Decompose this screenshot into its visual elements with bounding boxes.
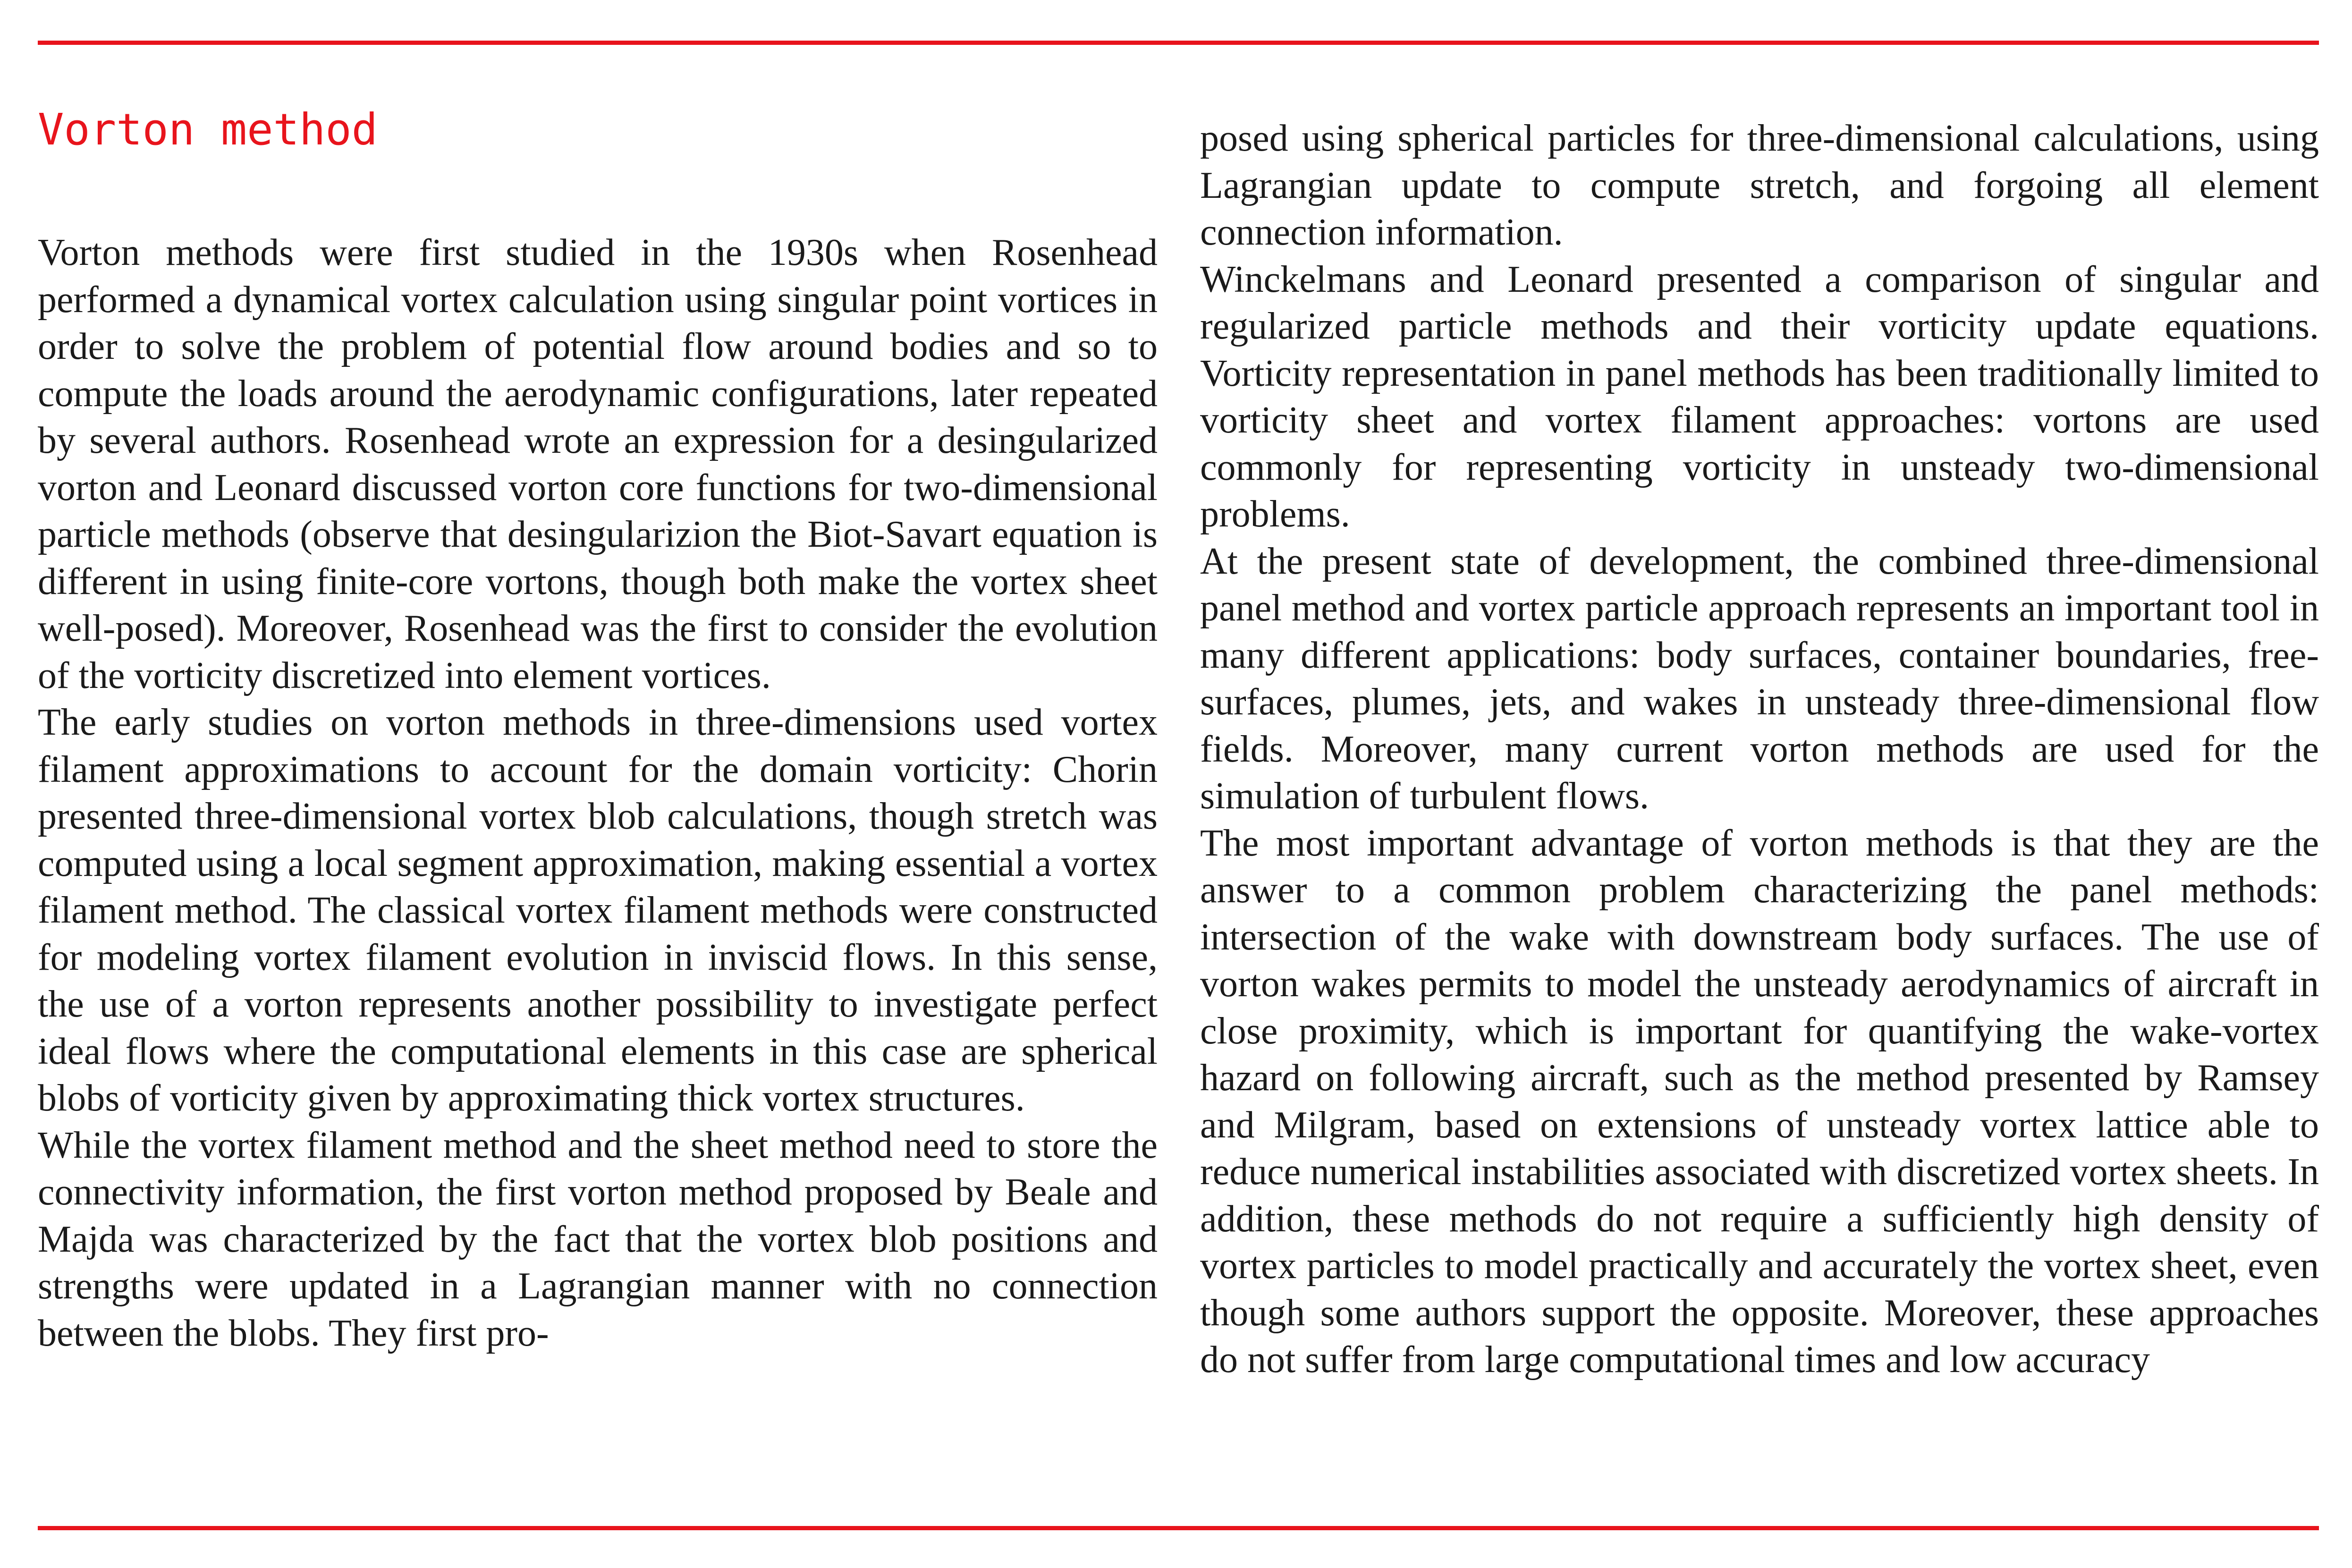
paragraph: While the vortex filament method and the sheet method need to store the connectivity information, the first vorton method proposed by Beale and Majda was characterized by the fact that the vortex blob positions and strengths were updated in a Lagrangian manner with no connection between the blobs. They first pro- bbox=[38, 1124, 1158, 1354]
left-column bbox=[38, 229, 1158, 1357]
paragraph: Vorton methods were first studied in the 1930s when Rosenhead performed a dynamical vortex calculation using singular point vortices in order to solve the problem of potential flow around bodies and so to compute the loads around the aerodynamic configurations, later repeated by several authors. Rosenhead wrote an expression for a desingularized vorton and Leonard discussed vorton core functions for two-dimensional particle methods (observe that desingularizion the Biot-Savart equation is different in using finite-core vortons, though both make the vortex sheet well-posed). Moreover, Rosenhead was the first to consider the evolution of the vorticity discretized into element vortices. bbox=[38, 232, 1158, 696]
paragraph: Winckelmans and Leonard presented a comparison of singular and regularized particle methods and their vorticity update equations. Vorticity representation in panel methods has been traditionally limited to vorticity sheet and vortex filament approaches: vortons are used commonly for representing vorticity in unsteady two-dimensional problems. bbox=[1200, 258, 2319, 535]
paragraph: The early studies on vorton methods in three-dimensions used vortex filament approximations to account for the domain vorticity: Chorin presented three-dimensional vortex blob calculations, though stretch was computed using a local segment approximation, making essential a vortex filament method. The classical vortex filament methods were constructed for modeling vortex filament evolution in inviscid flows. In this sense, the use of a vorton represents another possibility to investigate perfect ideal flows where the computational elements in this case are spherical blobs of vorticity given by approximating thick vortex structures. bbox=[38, 702, 1158, 1119]
paragraph: posed using spherical particles for three-dimensional calculations, using Lagrangian update to compute stretch, and forgoing all element connection information. bbox=[1200, 118, 2319, 253]
top-rule bbox=[38, 41, 2319, 45]
bottom-rule bbox=[38, 1526, 2319, 1530]
paragraph: The most important advantage of vorton methods is that they are the answer to a common problem characterizing the panel methods: intersection of the wake with downstream body surfaces. The use of vorton wakes permits to model the unsteady aerodynamics of aircraft in close proximity, which is important for quantifying the wake-vortex hazard on following aircraft, such as the method presented by Ramsey and Milgram, based on extensions of unsteady vortex lattice able to reduce numerical instabilities associated with discretized vortex sheets. In addition, these methods do not require a sufficiently high density of vortex particles to model practically and accurately the vortex sheet, even though some authors support the opposite. Moreover, these approaches do not suffer from large computational times and low accuracy bbox=[1200, 822, 2319, 1381]
section-title: Vorton method bbox=[38, 104, 378, 155]
paragraph: At the present state of development, the combined three-dimensional panel method and vortex particle approach represents an important tool in many different applications: body surfaces, container boundaries, free-surfaces, plumes, jets, and wakes in unsteady three-dimensional flow fields. Moreover, many current vorton methods are used for the simulation of turbulent flows. bbox=[1200, 540, 2319, 817]
right-column bbox=[1200, 115, 2319, 1384]
